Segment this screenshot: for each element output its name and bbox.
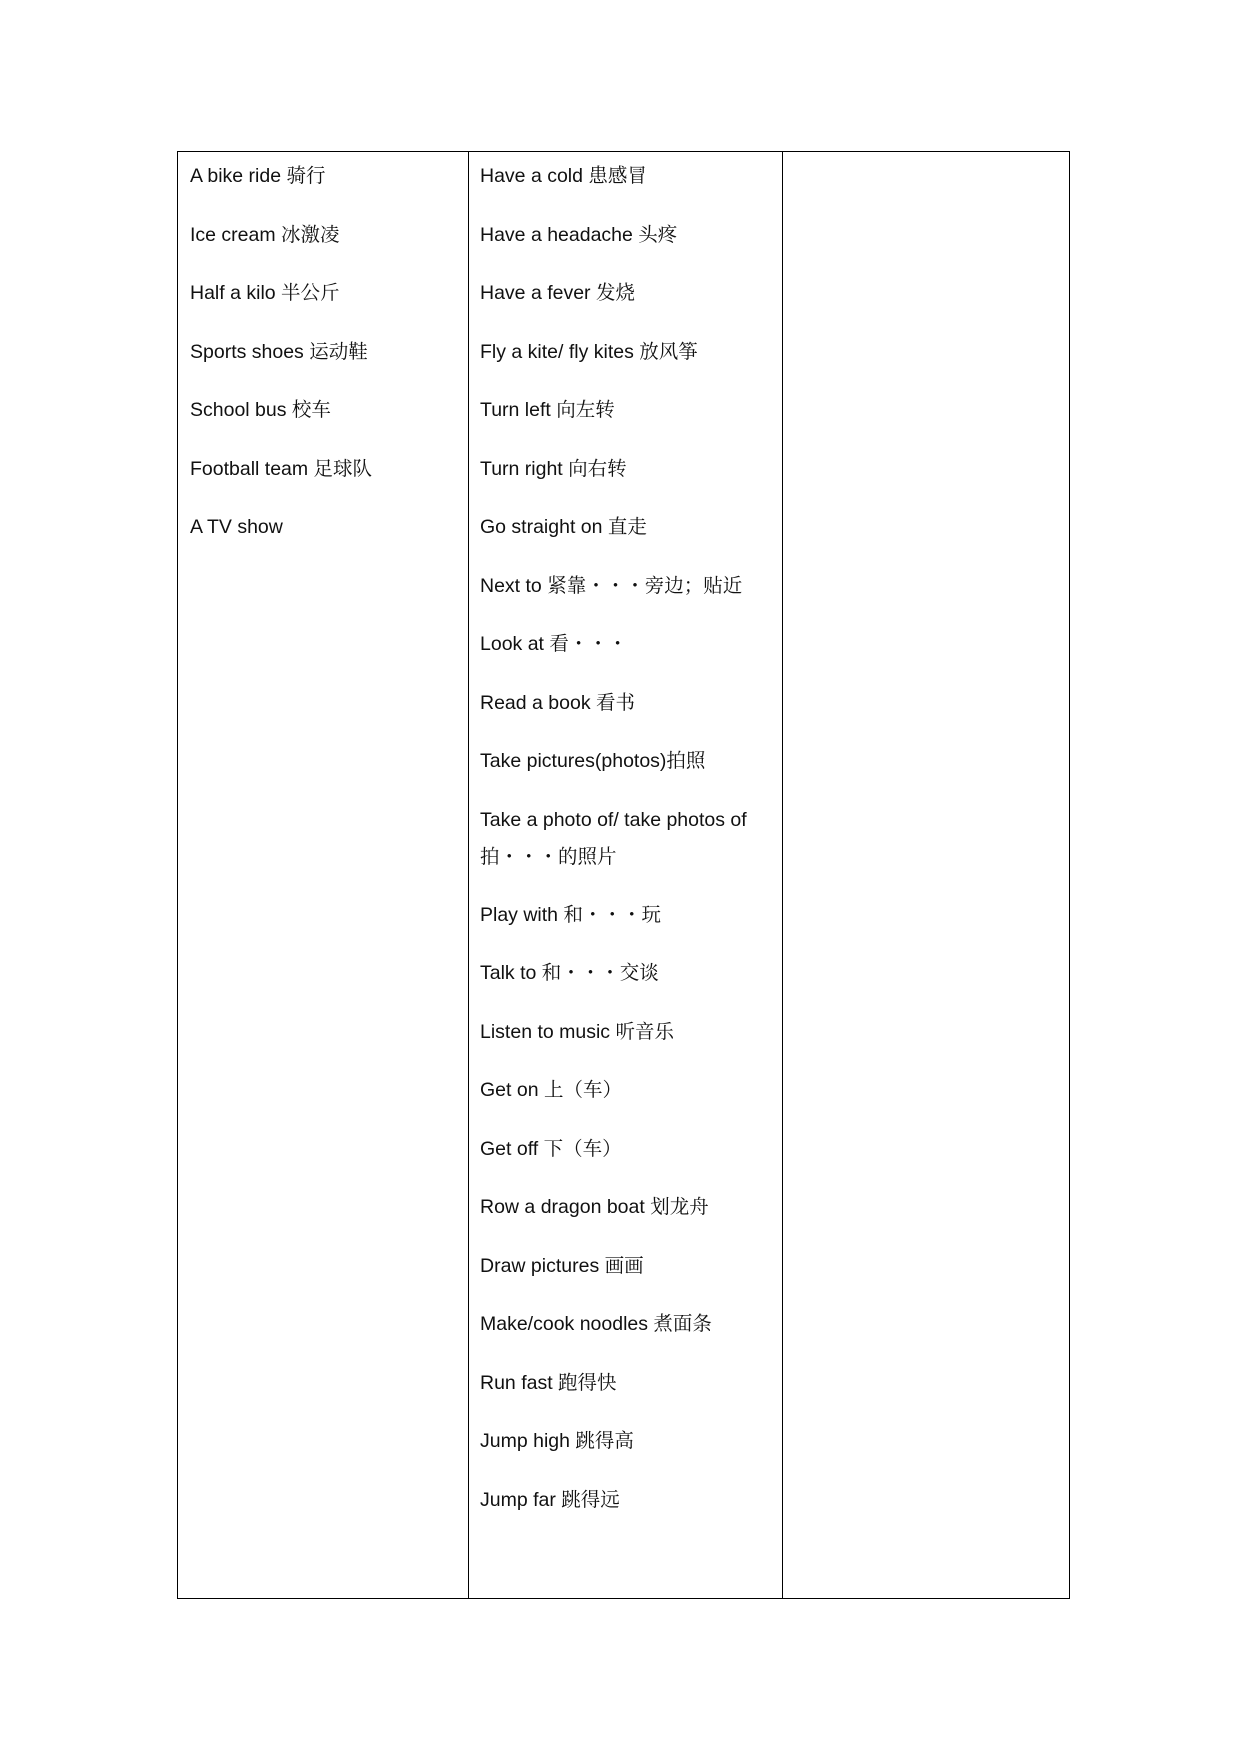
table-cell-entry: School bus 校车 bbox=[190, 399, 331, 421]
table-cell-entry: Take pictures(photos)拍照 bbox=[480, 750, 706, 772]
table-cell-entry: Fly a kite/ fly kites 放风筝 bbox=[480, 340, 698, 363]
table-cell-entry: Listen to music 听音乐 bbox=[480, 1020, 674, 1043]
column-2 bbox=[469, 152, 783, 1598]
table-cell-entry: Turn left 向左转 bbox=[480, 399, 615, 421]
vocabulary-table bbox=[177, 151, 1070, 1599]
column-1 bbox=[178, 152, 469, 1598]
table-cell-entry: Draw pictures 画画 bbox=[480, 1254, 644, 1277]
table-cell-entry: Football team 足球队 bbox=[190, 457, 373, 480]
table-cell-entry: A bike ride 骑行 bbox=[190, 165, 326, 187]
table-cell-entry: Play with 和・・・玩 bbox=[480, 903, 661, 926]
table-cell-entry: Go straight on 直走 bbox=[480, 516, 647, 538]
table-cell-entry: Take a photo of/ take photos of 拍・・・的照片 bbox=[480, 808, 747, 868]
table-cell-entry: Make/cook noodles 煮面条 bbox=[480, 1313, 712, 1335]
table-cell-entry: Turn right 向右转 bbox=[480, 457, 627, 480]
table-cell-entry: Next to 紧靠・・・旁边；贴近 bbox=[480, 574, 743, 597]
table-cell-entry: Read a book 看书 bbox=[480, 691, 636, 714]
table-cell-entry: Have a headache 头疼 bbox=[480, 223, 678, 246]
table-cell-entry: Have a cold 患感冒 bbox=[480, 165, 647, 187]
table-cell-entry: Jump far 跳得远 bbox=[480, 1488, 620, 1511]
table-cell-entry: A TV show bbox=[190, 516, 283, 538]
table-cell-entry: Have a fever 发烧 bbox=[480, 282, 635, 304]
table-cell-entry: Run fast 跑得快 bbox=[480, 1371, 617, 1394]
table-cell-entry: Ice cream 冰激凌 bbox=[190, 223, 340, 246]
table-cell-entry: Talk to 和・・・交谈 bbox=[480, 962, 659, 984]
table-cell-entry: Look at 看・・・ bbox=[480, 633, 628, 655]
table-cell-entry: Get on 上（车） bbox=[480, 1079, 622, 1101]
column-3-empty bbox=[783, 152, 1069, 1598]
table-cell-entry: Row a dragon boat 划龙舟 bbox=[480, 1196, 709, 1218]
table-cell-entry: Half a kilo 半公斤 bbox=[190, 282, 340, 304]
table-cell-entry: Get off 下（车） bbox=[480, 1137, 622, 1160]
table-cell-entry: Sports shoes 运动鞋 bbox=[190, 340, 368, 363]
table-cell-entry: Jump high 跳得高 bbox=[480, 1430, 634, 1452]
